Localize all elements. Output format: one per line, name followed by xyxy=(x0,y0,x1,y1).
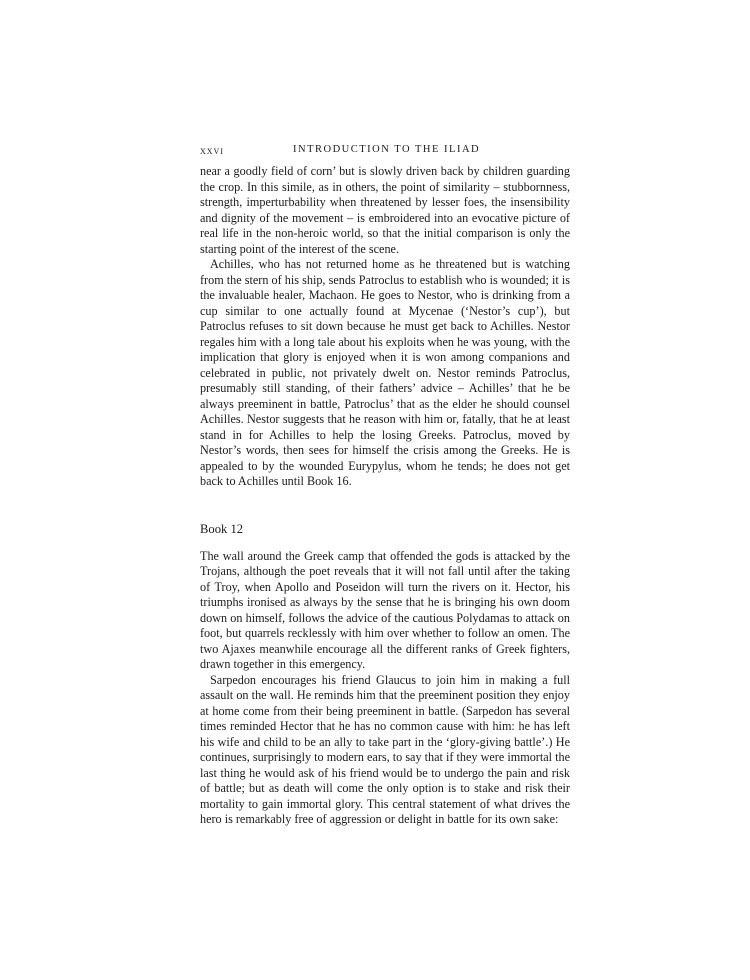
body-paragraph: Sarpedon encourages his friend Glaucus to join him in making a full assault on the wall. He reminds him that the preeminent position they enjoy at home come from their being preeminent in battle. (Sarpedon has several times reminded Hector that he has no common cause with him: he has left his wife and child to be an ally to take part in the ‘glory-giving battle’.) He continues, surprisingly to modern ears, to say that if they were immortal the last thing he would ask of his friend would be to undergo the pain and risk of battle; but as death will come the only option is to stake and risk their mortality to gain immortal glory. This central statement of what drives the hero is remarkably free of aggression or delight in battle for its own sake: xyxy=(200,672,570,826)
section-heading: Book 12 xyxy=(200,521,244,536)
body-paragraph: near a goodly field of corn’ but is slowly driven back by children guarding the crop. In this simile, as in others, the point of similarity – stubbornness, strength, imperturbability when threatened by lesser foes, the insensibility and dignity of the movement – is embroidered into an evocative picture of real life in the non-heroic world, so that the initial comparison is only the starting point of the interest of the scene. xyxy=(200,164,570,256)
running-head-title: INTRODUCTION TO THE ILIAD xyxy=(293,144,481,155)
page-number: xxvi xyxy=(200,143,224,157)
running-head xyxy=(200,142,570,158)
body-paragraph: The wall around the Greek camp that offended the gods is attacked by the Trojans, although the poet reveals that it will not fall until after the taking of Troy, when Apollo and Poseidon will turn the rivers on it. Hector, his triumphs ironised as always by the sense that he is bringing his own doom down on himself, follows the advice of the cautious Polydamas to attack on foot, but quarrels recklessly with him over whether to follow an omen. The two Ajaxes meanwhile encourage all the different ranks of Greek fighters, drawn together in this emergency. xyxy=(200,548,570,671)
body-paragraph: Achilles, who has not returned home as he threatened but is watching from the stern of his ship, sends Patroclus to establish who is wounded; it is the invaluable healer, Machaon. He goes to Nestor, who is drinking from a cup similar to one actually found at Mycenae (‘Nestor’s cup’), but Patroclus refuses to sit down because he must get back to Achilles. Nestor regales him with a long tale about his exploits when he was young, with the implication that glory is enjoyed when it is won among companions and celebrated in public, not privately dwelt on. Nestor reminds Patroclus, presumably still standing, of their fathers’ advice – Achilles’ that he be always preeminent in battle, Patroclus’ that as the elder he should counsel Achilles. Nestor suggests that he reason with him or, fatally, that he at least stand in for Achilles to help the losing Greeks. Patroclus, moved by Nestor’s words, then sees for himself the crisis among the Greeks. He is appealed to by the wounded Eurypylus, whom he tends; he does not get back to Achilles until Book 16. xyxy=(200,257,570,488)
page-body xyxy=(200,164,570,828)
book-page xyxy=(200,142,570,828)
